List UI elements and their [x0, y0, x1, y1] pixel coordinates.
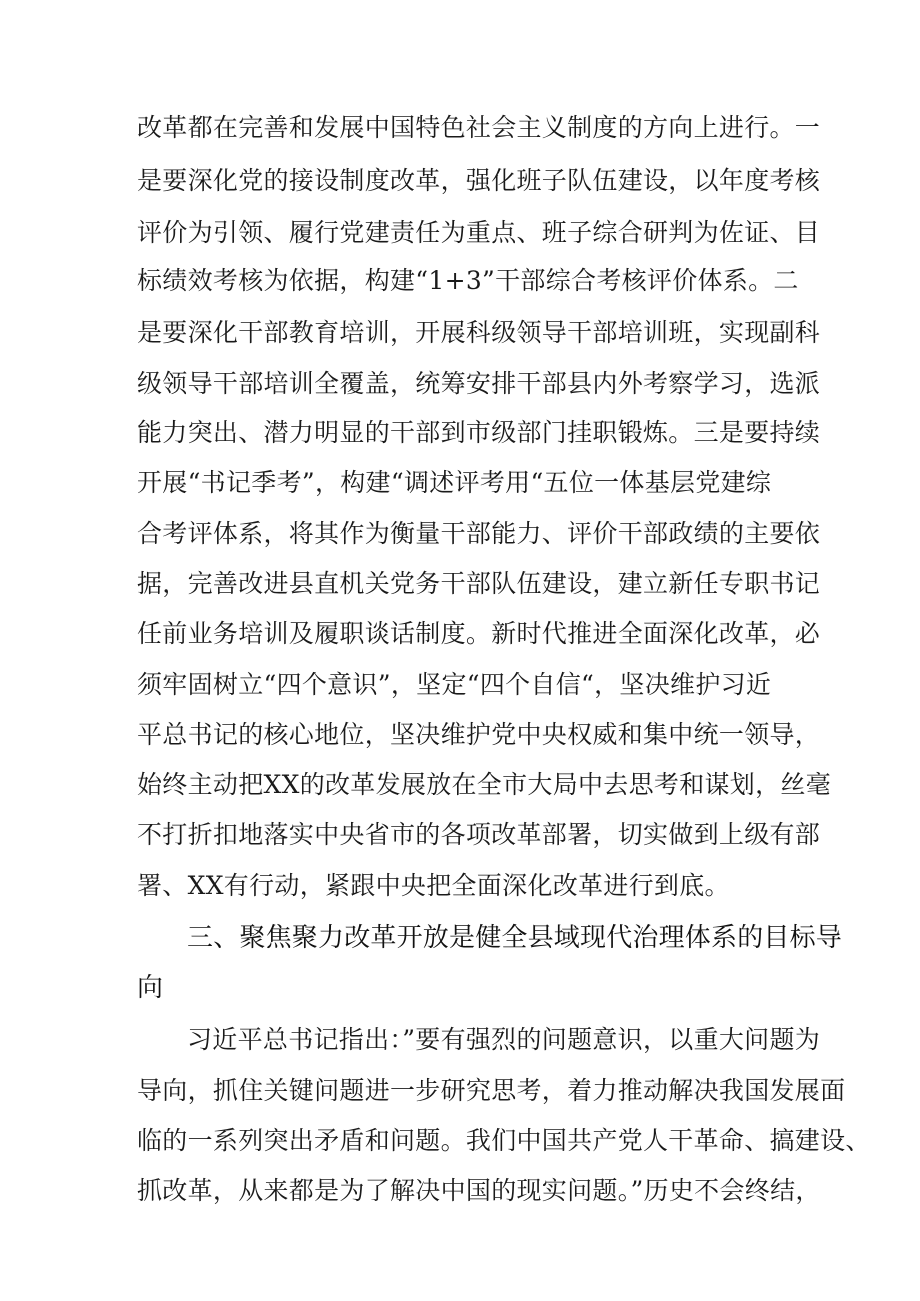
paragraph-line: 导向，抓住关键问题进一步研究思考，着力推动解决我国发展面 — [137, 1076, 846, 1105]
paragraph-line: 署、XX有行动，紧跟中央把全面深化改革进行到底。 — [137, 871, 730, 900]
paragraph-line: 改革都在完善和发展中国特色社会主义制度的方向上进行。一 — [137, 113, 821, 142]
paragraph-line: 是要深化干部教育培训，开展科级领导干部培训班，实现副科 — [137, 318, 821, 347]
paragraph-line: 标绩效考核为依据，构建“1+3”干部综合考核评价体系。二 — [137, 266, 799, 295]
paragraph-line: 习近平总书记指出：”要有强烈的问题意识，以重大问题为 — [187, 1025, 821, 1054]
paragraph-line: 开展“书记季考”，构建“调述评考用“五位一体基层党建综 — [137, 468, 772, 497]
paragraph-line: 抓改革，从来都是为了解决中国的现实问题。”历史不会终结， — [137, 1176, 821, 1205]
paragraph-line: 须牢固树立“四个意识”，坚定“四个自信“，坚决维护习近 — [137, 670, 772, 699]
section-heading-continuation: 向 — [137, 973, 164, 1003]
paragraph-line: 能力突出、潜力明显的干部到市级部门挂职锻炼。三是要持续 — [137, 418, 821, 447]
paragraph-line: 据，完善改进县直机关党务干部队伍建设，建立新任专职书记 — [137, 569, 821, 598]
paragraph-line: 任前业务培训及履职谈话制度。新时代推进全面深化改革，必 — [137, 619, 821, 648]
paragraph-line: 始终主动把XX的改革发展放在全市大局中去思考和谋划，丝毫 — [137, 770, 831, 799]
paragraph-line: 临的一系列突出矛盾和问题。我们中国共产党人干革命、搞建设、 — [137, 1126, 871, 1155]
paragraph-line: 不打折扣地落实中央省市的各项改革部署，切实做到上级有部 — [137, 820, 821, 849]
section-heading: 三、聚焦聚力改革开放是健全县域现代治理体系的目标导 — [187, 923, 843, 953]
paragraph-line: 是要深化党的接设制度改革，强化班子队伍建设，以年度考核 — [137, 166, 821, 195]
paragraph-line: 平总书记的核心地位，坚决维护党中央权威和集中统一领导， — [137, 720, 821, 749]
paragraph-line: 评价为引领、履行党建责任为重点、班子综合研判为佐证、目 — [137, 218, 821, 247]
paragraph-line: 级领导干部培训全覆盖，统筹安排干部县内外考察学习，选派 — [137, 369, 821, 398]
paragraph-line: 合考评体系，将其作为衡量干部能力、评价干部政绩的主要依 — [137, 519, 821, 548]
